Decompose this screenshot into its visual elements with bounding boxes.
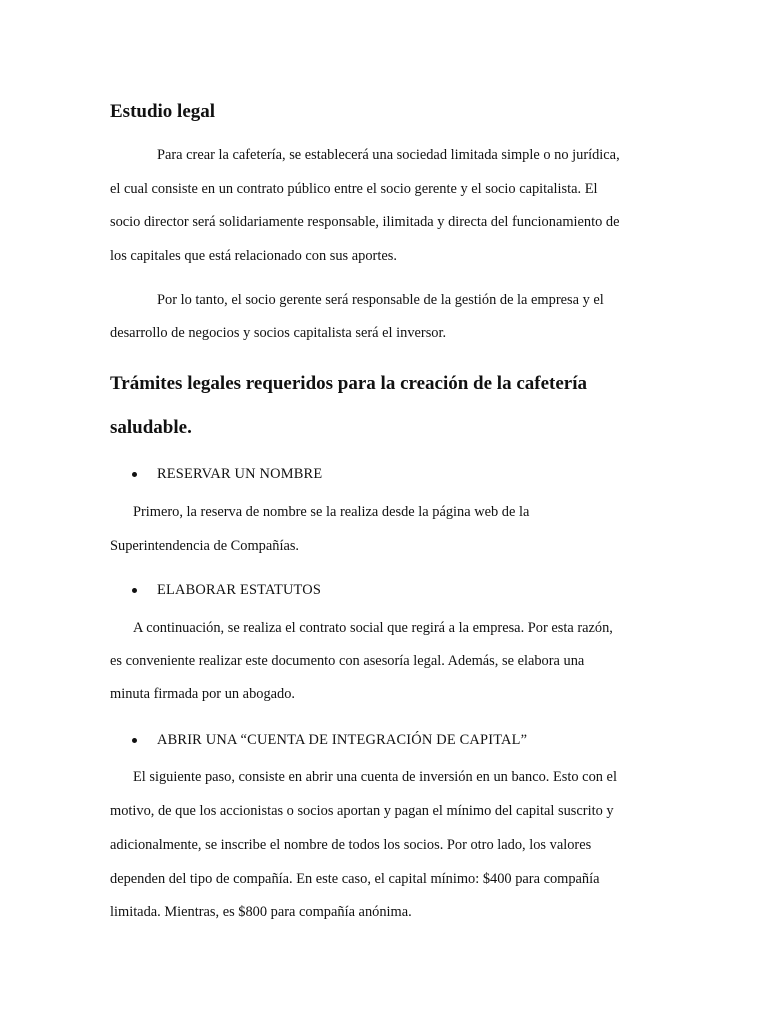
section-1-line-2: Superintendencia de Compañías. xyxy=(110,538,300,554)
section-2-title: ELABORAR ESTATUTOS xyxy=(157,582,322,598)
bullet-icon xyxy=(132,588,137,593)
para1-line-1: Para crear la cafetería, se establecerá una sociedad limitada simple o no jurídica, xyxy=(157,147,620,163)
heading-tramites-legales: Trámites legales requeridos para la creación de la cafetería saludable. xyxy=(110,373,587,438)
section-2-line-3: minuta firmada por un abogado. xyxy=(110,686,296,702)
section-2-line-2: es conveniente realizar este documento con asesoría legal. Además, se elabora una xyxy=(110,653,585,669)
section-3-line-3: adicionalmente, se inscribe el nombre de todos los socios. Por otro lado, los valores xyxy=(110,837,592,853)
section-3-title: ABRIR UNA “CUENTA DE INTEGRACIÓN DE CAPITAL” xyxy=(157,732,528,748)
section-3-line-5: limitada. Mientras, es $800 para compañía anónima. xyxy=(110,904,412,920)
section-3-line-1: El siguiente paso, consiste en abrir una cuenta de inversión en un banco. Esto con el xyxy=(133,769,617,785)
para2-line-2: desarrollo de negocios y socios capitalista será el inversor. xyxy=(110,325,447,341)
heading-estudio-legal: Estudio legal xyxy=(110,101,216,122)
section-2-bullet xyxy=(130,581,321,599)
section-2-line-1: A continuación, se realiza el contrato social que regirá a la empresa. Por esta razón, xyxy=(133,620,613,636)
para2-line-1: Por lo tanto, el socio gerente será responsable de la gestión de la empresa y el xyxy=(157,292,604,308)
para1-line-4: los capitales que está relacionado con sus aportes. xyxy=(110,248,397,264)
para1-line-2: el cual consiste en un contrato público entre el socio gerente y el socio capitalista. El xyxy=(110,181,598,197)
section-3-line-4: dependen del tipo de compañía. En este caso, el capital mínimo: $400 para compañía xyxy=(110,871,600,887)
section-1-line-1: Primero, la reserva de nombre se la realiza desde la página web de la xyxy=(133,504,530,520)
section-1-title: RESERVAR UN NOMBRE xyxy=(157,466,323,482)
bullet-icon xyxy=(132,472,137,477)
section-3-bullet xyxy=(130,731,527,749)
bullet-icon xyxy=(132,738,137,743)
section-3-line-2: motivo, de que los accionistas o socios aportan y pagan el mínimo del capital suscrito y xyxy=(110,803,614,819)
para1-line-3: socio director será solidariamente responsable, ilimitada y directa del funcionamiento de xyxy=(110,214,620,230)
section-1-bullet xyxy=(130,465,322,483)
